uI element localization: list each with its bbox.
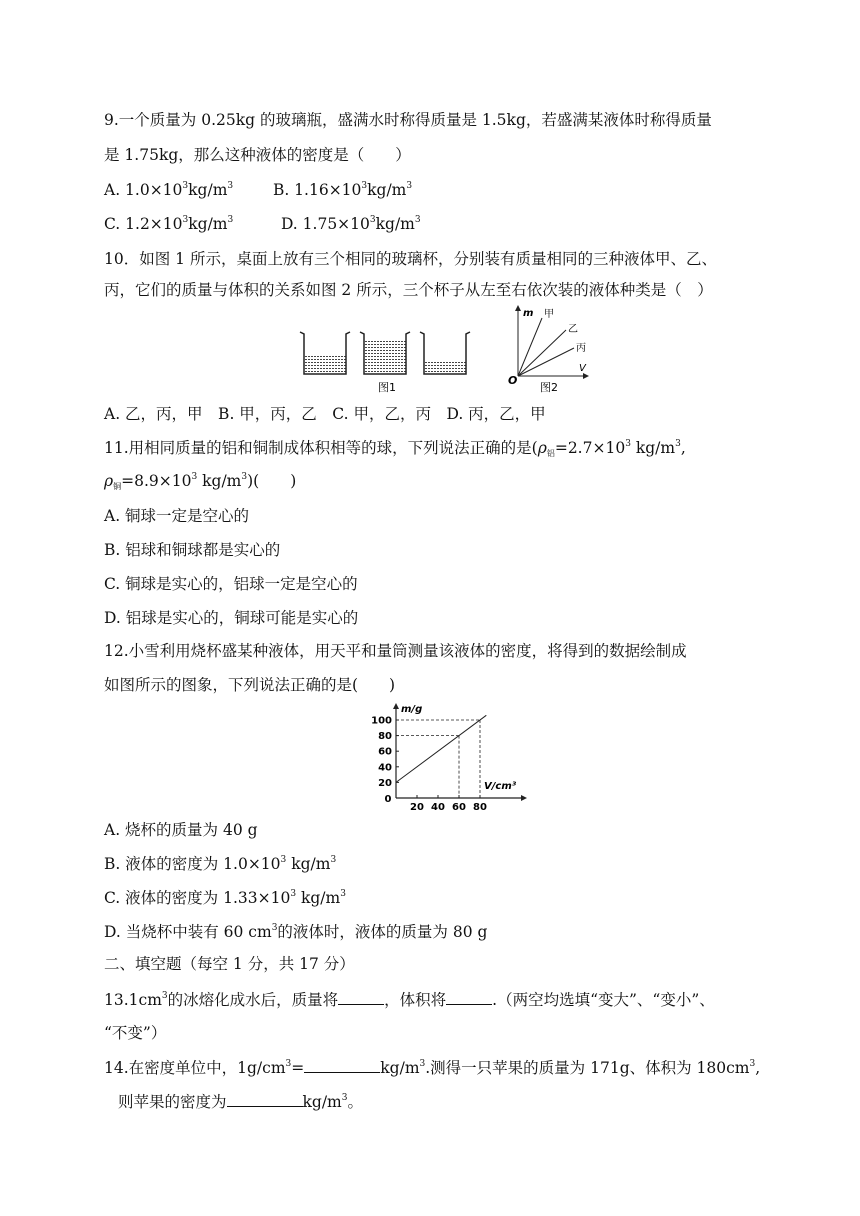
q12-x-tick-label: 40	[431, 802, 445, 812]
q10-stem-line1: 10．如图 1 所示，桌面上放有三个相同的玻璃杯，分别装有质量相同的三种液体甲、乙、	[104, 250, 717, 268]
q12-option-b[interactable]: B. 液体的密度为 $1.0\times 10^3$ $kg/m^3$	[104, 855, 337, 873]
q12-x-tick-label: 80	[473, 802, 487, 812]
beaker-1	[300, 332, 350, 374]
fig2-graph	[508, 305, 589, 394]
q11-option-a[interactable]: A. 铜球一定是空心的	[104, 507, 250, 525]
q10-options[interactable]: A. 乙，丙，甲 B. 甲，丙，乙 C. 甲，乙，丙 D. 丙，乙，甲	[104, 405, 546, 423]
q13-blank-2[interactable]	[446, 990, 492, 1005]
svg-text:m: m	[523, 308, 534, 319]
line-yi	[518, 330, 566, 376]
fig1-caption: 图1	[378, 381, 396, 394]
beaker-3	[420, 332, 470, 374]
svg-text:甲: 甲	[544, 309, 554, 320]
svg-text:O: O	[508, 374, 518, 387]
q11-option-b[interactable]: B. 铝球和铜球都是实心的	[104, 541, 281, 559]
q12-chart	[360, 700, 530, 812]
q10-stem-line2: 丙，它们的质量与体积的关系如图 2 所示，三个杯子从左至右依次装的液体种类是（ ）	[104, 281, 713, 299]
q12-option-c[interactable]: C. 液体的密度为 $1.33\times 10^3$ $kg/m^3$	[104, 889, 346, 907]
q12-option-d[interactable]: D. 当烧杯中装有 60 $cm^3$的液体时，液体的质量为 80 g	[104, 923, 488, 941]
fig2-caption: 图2	[540, 381, 558, 394]
q14-stem-line1: 14.在密度单位中，$1g/cm^3= kg/m^3$.测得一只苹果的质量为 171g、体积为 $180cm^3$,	[104, 1059, 761, 1077]
q14-stem-line2: 则苹果的密度为 $kg/m^3$。	[118, 1093, 363, 1111]
q11-stem-line1: 11.用相同质量的铝和铜制成体积相等的球，下列说法正确的是($\rho_铝=2.7\times 10^3$ $kg/m^3$,	[104, 439, 686, 458]
svg-text:丙: 丙	[576, 343, 586, 354]
q12-y-tick-label: 40	[378, 762, 392, 774]
q12-x-axis-label: V/cm³	[484, 781, 517, 792]
beaker-2	[360, 332, 410, 374]
q9-option-c[interactable]: C. $1.2\times 10^3kg/m^3$	[104, 215, 234, 233]
q11-stem-line2: $\rho_铜=8.9\times 10^3$ $kg/m^3$)( )	[104, 472, 297, 491]
q12-y-axis-label: m/g	[401, 704, 423, 715]
q12-stem-line1: 12.小雪利用烧杯盛某种液体，用天平和量筒测量该液体的密度，将得到的数据绘制成	[104, 642, 687, 660]
q12-y-tick-label: 20	[378, 777, 392, 789]
q12-y-axis-arrow	[393, 703, 399, 709]
q12-data-line	[396, 715, 486, 782]
q12-x-tick-label: 20	[410, 802, 424, 812]
q9-option-b[interactable]: B. $1.16\times 10^3kg/m^3$	[272, 181, 413, 199]
svg-text:V: V	[579, 363, 586, 374]
line-jia	[518, 318, 542, 376]
q9-option-d[interactable]: D. $1.75\times 10^3kg/m^3$	[280, 215, 421, 233]
q9-options-row2	[104, 214, 421, 234]
q12-stem-line2: 如图所示的图象，下列说法正确的是( )	[104, 676, 396, 694]
q14-blank-2[interactable]	[227, 1092, 303, 1107]
q13-stem-line2: “不变”）	[104, 1024, 167, 1042]
q13-blank-1[interactable]	[338, 990, 384, 1005]
q12-y-tick-label: 100	[371, 715, 392, 727]
q12-y-tick-label: 80	[378, 731, 392, 743]
q12-x-tick-label: 0	[384, 794, 392, 805]
section-2-title: 二、填空题（每空 1 分，共 17 分）	[104, 955, 355, 973]
q11-option-d[interactable]: D. 铝球是实心的，铜球可能是实心的	[104, 609, 359, 627]
q9-option-a[interactable]: A. $1.0\times 10^3kg/m^3$	[104, 181, 234, 199]
q9-options-row1	[104, 180, 412, 200]
q12-option-a[interactable]: A. 烧杯的质量为 40 g	[104, 821, 258, 839]
q12-x-axis-arrow	[521, 795, 527, 801]
q11-option-c[interactable]: C. 铜球是实心的，铝球一定是空心的	[104, 575, 358, 593]
svg-text:乙: 乙	[568, 324, 578, 335]
q12-x-tick-label: 60	[452, 802, 466, 812]
q13-stem-line1: $13.1cm^3$的冰熔化成水后，质量将 ，体积将 .（两空均选填“变大”、“变小”、	[104, 991, 715, 1009]
q9-stem-line2: 是 1.75kg，那么这种液体的密度是（ ）	[104, 146, 411, 164]
q12-y-tick-label: 60	[378, 746, 392, 758]
q9-stem-line1: 9.一个质量为 0.25kg 的玻璃瓶，盛满水时称得质量是 1.5kg，若盛满某液体时称得质量	[104, 111, 712, 129]
q10-figures	[290, 302, 590, 398]
q14-blank-1[interactable]	[304, 1058, 380, 1073]
line-bing	[518, 348, 574, 376]
